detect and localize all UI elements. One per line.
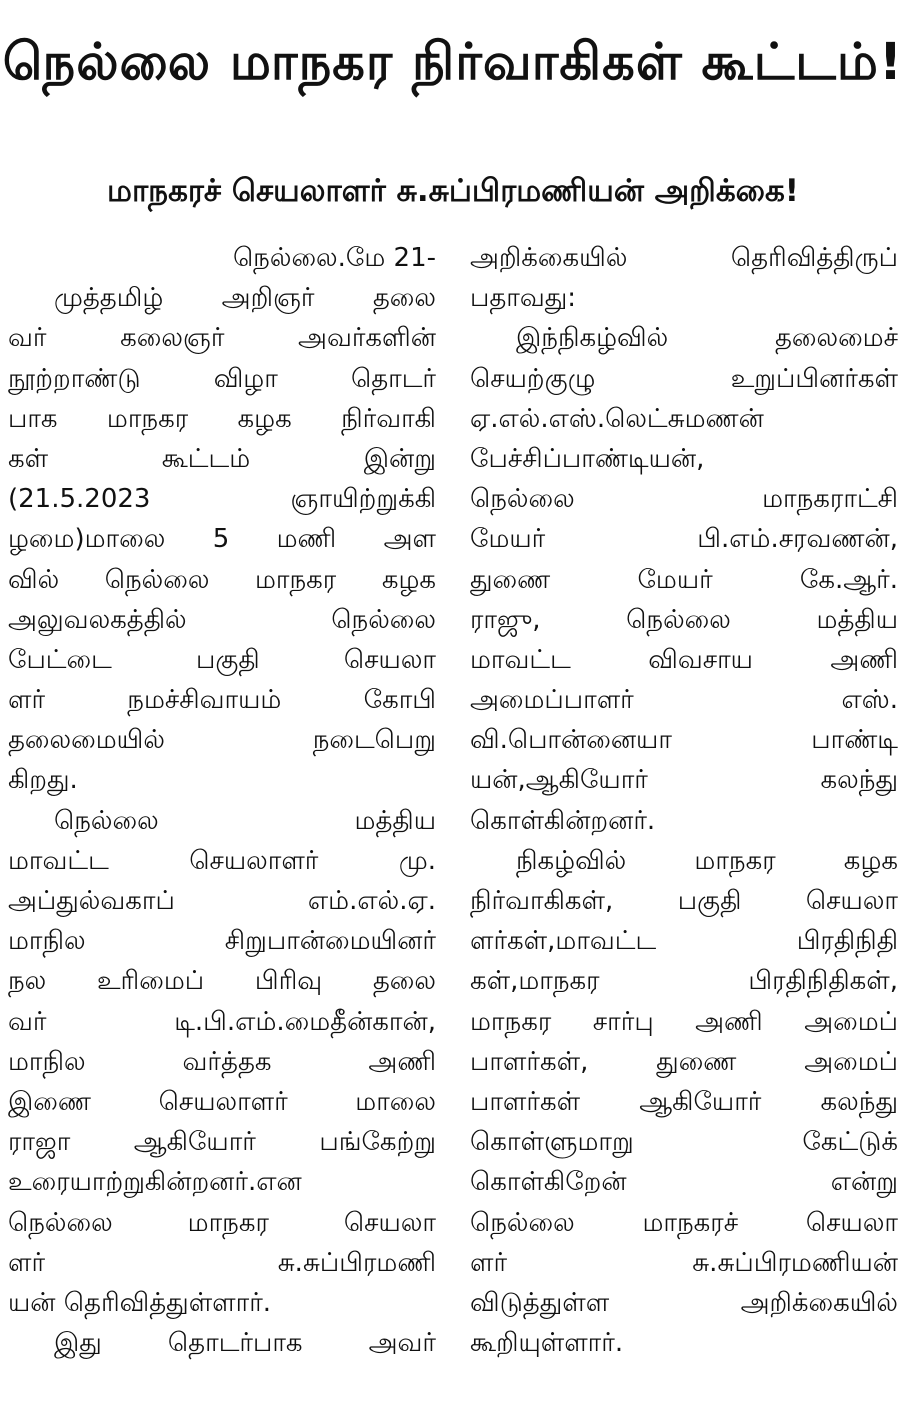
paragraph-line: நெல்லை மாநகரச் செயலா bbox=[470, 1207, 898, 1238]
paragraph-line: விடுத்துள்ள அறிக்கையில் bbox=[470, 1287, 898, 1318]
paragraph-line: கொள்ளுமாறு கேட்டுக் bbox=[470, 1127, 898, 1158]
paragraph-line: கள் கூட்டம் இன்று bbox=[8, 443, 436, 474]
article-column-right bbox=[470, 238, 898, 1363]
paragraph-line: வர் கலைஞர் அவர்களின் bbox=[8, 323, 436, 354]
paragraph-line: ராஜு, நெல்லை மத்திய bbox=[470, 604, 898, 635]
paragraph-line: கொள்கின்றனர். bbox=[470, 805, 656, 836]
paragraph-line: தலைமையில் நடைபெறு bbox=[8, 725, 436, 756]
paragraph-line: நிர்வாகிகள், பகுதி செயலா bbox=[470, 886, 898, 916]
paragraph-line: ளர் சு.சுப்பிரமணி bbox=[8, 1247, 436, 1278]
paragraph-line: நிகழ்வில் மாநகர கழக bbox=[516, 845, 898, 876]
paragraph-line: ராஜா ஆகியோர் பங்கேற்று bbox=[8, 1127, 436, 1158]
paragraph-line: வர் டி.பி.எம்.மைதீன்கான், bbox=[8, 1006, 436, 1037]
paragraph-line: மாநில வர்த்தக அணி bbox=[8, 1046, 436, 1077]
paragraph-line: பாக மாநகர கழக நிர்வாகி bbox=[8, 403, 436, 434]
paragraph-line: மாநகர சார்பு அணி அமைப் bbox=[470, 1006, 898, 1037]
paragraph-line: நல உரிமைப் பிரிவு தலை bbox=[8, 966, 436, 997]
paragraph-line: இணை செயலாளர் மாலை bbox=[8, 1086, 436, 1117]
paragraph-line: ஏ.எல்.எஸ்.லெட்சுமணன் bbox=[470, 403, 764, 434]
paragraph-line: வி.பொன்னையா பாண்டி bbox=[470, 725, 898, 756]
paragraph-line: (21.5.2023 ஞாயிற்றுக்கி bbox=[8, 484, 436, 515]
paragraph-line: யன் தெரிவித்துள்ளார். bbox=[8, 1287, 272, 1318]
paragraph-line: ழமை)மாலை 5 மணி அள bbox=[8, 524, 436, 555]
paragraph-line: கிறது. bbox=[8, 765, 78, 796]
paragraph-line: மாநில சிறுபான்மையினர் bbox=[8, 926, 436, 957]
paragraph-line: இது தொடர்பாக அவர் bbox=[54, 1328, 436, 1359]
paragraph-line: முத்தமிழ் அறிஞர் தலை bbox=[54, 283, 436, 314]
paragraph-line: வில் நெல்லை மாநகர கழக bbox=[8, 564, 436, 595]
paragraph-line: பாளர்கள் ஆகியோர் கலந்து bbox=[470, 1086, 898, 1117]
article-column-left bbox=[8, 238, 436, 1363]
paragraph-line: செயற்குழு உறுப்பினர்கள் bbox=[470, 363, 898, 394]
paragraph-line: கூறியுள்ளார். bbox=[470, 1328, 624, 1359]
paragraph-line: இந்நிகழ்வில் தலைமைச் bbox=[516, 323, 898, 354]
paragraph-line: நெல்லை மாநகர செயலா bbox=[8, 1207, 436, 1238]
paragraph-line: பேட்டை பகுதி செயலா bbox=[8, 644, 436, 675]
headline: நெல்லை மாநகர நிர்வாகிகள் கூட்டம்! bbox=[2, 33, 904, 92]
paragraph-line: மேயர் பி.எம்.சரவணன், bbox=[470, 524, 898, 555]
paragraph-line: கொள்கிறேன் என்று bbox=[470, 1167, 898, 1198]
paragraph-line: கள்,மாநகர பிரதிநிதிகள், bbox=[470, 966, 898, 997]
paragraph-line: துணை மேயர் கே.ஆர். bbox=[470, 564, 898, 595]
paragraph-line: அறிக்கையில் தெரிவித்திருப் bbox=[470, 243, 898, 273]
paragraph-line: ளர்கள்,மாவட்ட பிரதிநிதி bbox=[470, 926, 898, 957]
paragraph-line: அமைப்பாளர் எஸ். bbox=[470, 685, 898, 716]
paragraph-line: மாவட்ட செயலாளர் மு. bbox=[8, 845, 436, 876]
paragraph-line: பாளர்கள், துணை அமைப் bbox=[470, 1046, 898, 1077]
paragraph-line: உரையாற்றுகின்றனர்.என bbox=[8, 1167, 302, 1198]
paragraph-line: நெல்லை மாநகராட்சி bbox=[470, 484, 898, 515]
paragraph-line: நூற்றாண்டு விழா தொடர் bbox=[8, 363, 436, 394]
dateline: நெல்லை.மே 21- bbox=[232, 243, 436, 273]
subheadline: மாநகரச் செயலாளர் சு.சுப்பிரமணியன் அறிக்கை! bbox=[107, 173, 799, 209]
paragraph-line: பேச்சிப்பாண்டியன், bbox=[470, 443, 705, 474]
paragraph-line: ளர் சு.சுப்பிரமணியன் bbox=[470, 1247, 898, 1278]
paragraph-line: மாவட்ட விவசாய அணி bbox=[470, 644, 898, 675]
paragraph-line: யன்,ஆகியோர் கலந்து bbox=[470, 765, 898, 796]
paragraph-line: நெல்லை மத்திய bbox=[54, 805, 436, 836]
paragraph-line: அலுவலகத்தில் நெல்லை bbox=[8, 604, 436, 635]
paragraph-line: ளர் நமச்சிவாயம் கோபி bbox=[8, 685, 436, 716]
paragraph-line: அப்துல்வகாப் எம்.எல்.ஏ. bbox=[8, 886, 436, 916]
paragraph-line: பதாவது: bbox=[470, 283, 577, 314]
